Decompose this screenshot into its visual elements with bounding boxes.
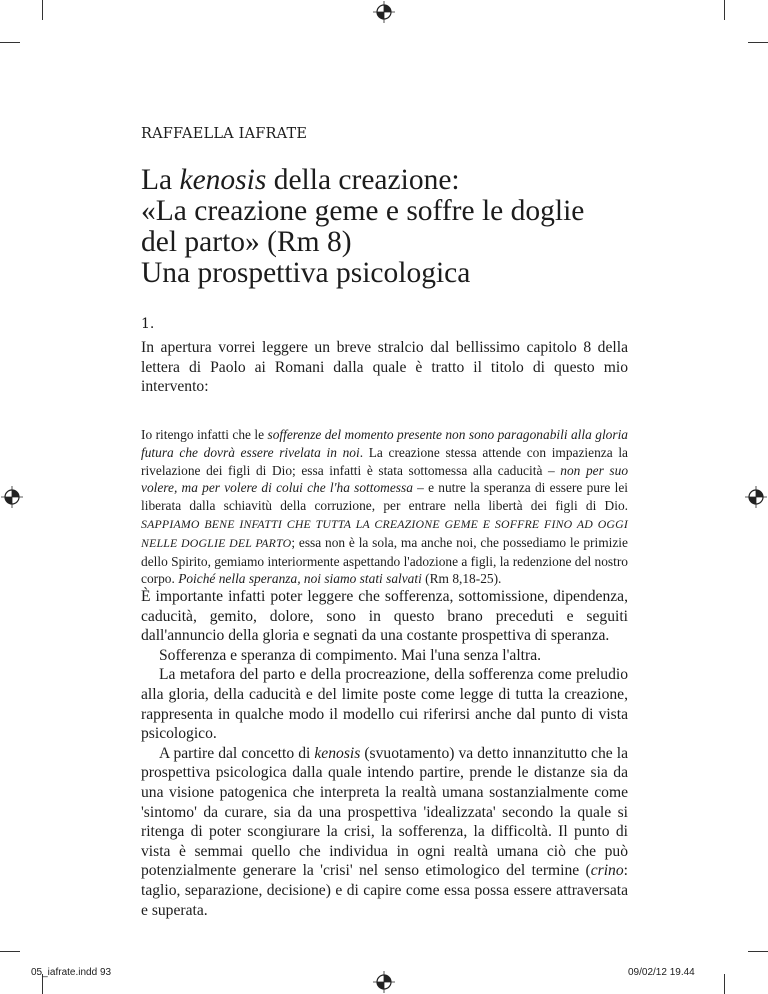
- title-line: «La creazione geme e soffre le doglie: [141, 195, 585, 227]
- crop-mark: [0, 951, 20, 952]
- crop-mark: [42, 0, 43, 20]
- body-paragraph: [141, 744, 628, 920]
- section-number: 1.: [141, 316, 155, 332]
- quote-text: . La creazione stessa attende con impazienza la rivelazione dei figli di Dio; essa infatti è stata sottomessa alla caducità –: [141, 444, 628, 478]
- body-text: [141, 587, 628, 920]
- title-text: La: [141, 164, 180, 196]
- registration-mark-icon: [373, 971, 395, 993]
- quote-citation: (Rm 8,18-25).: [421, 571, 502, 587]
- body-emphasis: crino: [590, 862, 624, 880]
- body-paragraph: La metafora del parto e della procreazione, della sofferenza come preludio alla gloria, della caducità e del limite poste come legge di tutta la creazione, rappresenta in qualche modo il modello cui riferirsi anche dal punto di vista psicologico.: [141, 666, 628, 743]
- body-text-run: (svuotamento) va detto innanzitutto che la prospettiva psicologica dalla quale intendo partire, prende le distanze sia da una visione patogenica che interpreta la realtà umana sostanzialmente come 'sintomo' da curare, sia da una prospettiva 'idealizzata' secondo la quale si ritenga di poter scongiurare la crisi, la sofferenza, la difficoltà. Il punto di vista è semmai quello che individua in ogni realtà umana ciò che può potenzialmente generare la 'crisi' nel senso etimologico del termine (: [141, 744, 628, 880]
- author-name: RAFFAELLA IAFRATE: [141, 126, 308, 142]
- article-title: [141, 165, 661, 289]
- subtitle: Una prospettiva psicologica: [141, 257, 471, 289]
- title-emphasis: kenosis: [179, 164, 267, 196]
- footer-datetime: 09/02/12 19.44: [628, 967, 695, 978]
- intro-paragraph: In apertura vorrei leggere un breve stralcio dal bellissimo capitolo 8 della lettera di Paolo ai Romani dalla quale è tratto il titolo di questo mio intervento:: [141, 339, 628, 395]
- quote-emphasis: sofferenze del momento presente non sono paragonabili alla gloria futura che dovrà essere rivelata in noi: [141, 427, 628, 460]
- block-quote: [141, 426, 628, 588]
- body-text-run: A partire dal concetto di: [159, 744, 315, 762]
- title-line: [141, 165, 661, 196]
- registration-mark-icon: [745, 486, 767, 508]
- crop-mark: [724, 974, 725, 994]
- quote-small-caps: SAPPIAMO BENE INFATTI CHE TUTTA LA CREAZIONE GEME E SOFFRE FINO AD OGGI NELLE DOGLIE DEL PARTO: [141, 516, 628, 550]
- crop-mark: [748, 42, 768, 43]
- registration-mark-icon: [1, 486, 23, 508]
- crop-mark: [724, 0, 725, 20]
- crop-mark: [0, 42, 20, 43]
- footer-filename: 05_iafrate.indd 93: [31, 967, 112, 978]
- registration-mark-icon: [373, 1, 395, 23]
- body-text-run: : taglio, separazione, decisione) e di capire come essa possa essere attraversata e superata.: [141, 862, 628, 919]
- title-text: della creazione:: [266, 164, 460, 196]
- quote-text: Io ritengo infatti che le: [141, 427, 268, 442]
- body-paragraph: È importante infatti poter leggere che sofferenza, sottomissione, dipendenza, caducità, gemito, dolore, sono in questo brano preceduti e seguiti dall'annuncio della gloria e segnati da una costante prospettiva di speranza.: [141, 588, 628, 645]
- body-emphasis: kenosis: [314, 744, 361, 762]
- quote-text: – e nutre la speranza di essere pure lei liberata dalla schiavitù della corruzione, per entrare nella libertà dei figli di Dio.: [141, 480, 628, 514]
- quote-text: ; essa non è la sola, ma anche noi, che possediamo le primizie dello Spirito, gemiamo interiormente aspettando l'adozione a figli, la redenzione del nostro corpo.: [141, 534, 628, 587]
- quote-emphasis: non per suo volere, ma per volere di colui che l'ha sottomessa: [141, 462, 629, 496]
- title-line: del parto» (Rm 8): [141, 226, 352, 258]
- body-paragraph: Sofferenza e speranza di compimento. Mai l'una senza l'altra.: [159, 646, 542, 664]
- quote-emphasis: Poiché nella speranza, noi siamo stati salvati: [178, 571, 422, 587]
- crop-mark: [748, 951, 768, 952]
